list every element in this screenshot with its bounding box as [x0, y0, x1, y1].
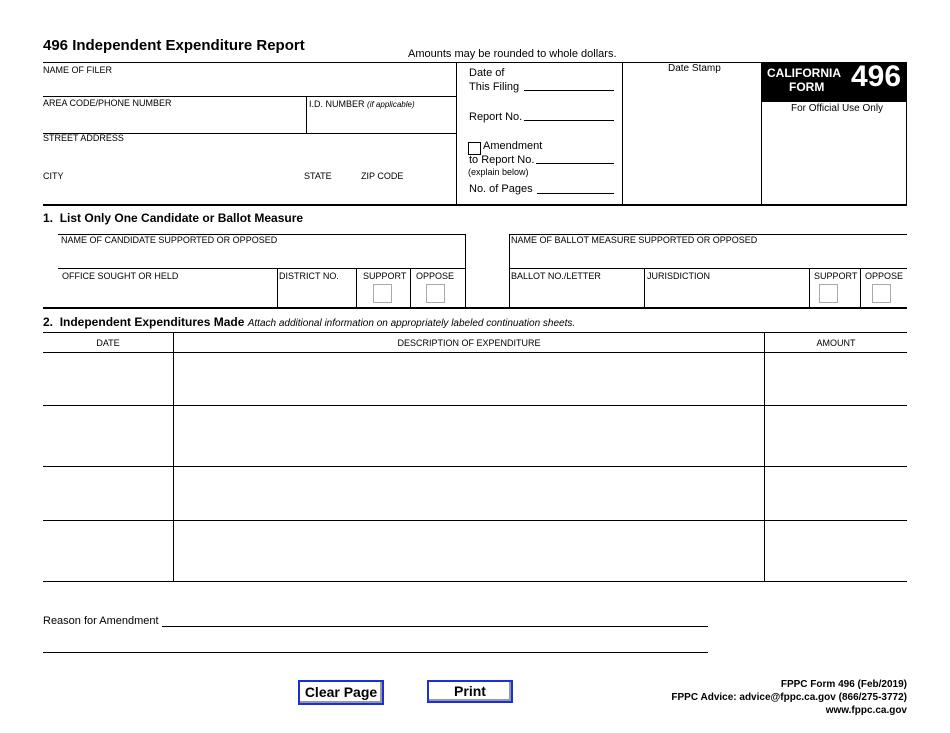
ballot-support-checkbox[interactable]: [819, 284, 838, 303]
official-use-label: For Official Use Only: [791, 103, 884, 114]
table-row-description[interactable]: [175, 467, 763, 519]
ballot-oppose-label: OPPOSE: [865, 271, 904, 281]
date-of-filing-label-2: This Filing: [469, 81, 520, 93]
amount-column-header: AMOUNT: [816, 338, 856, 348]
table-row-date[interactable]: [44, 467, 172, 519]
divider: [809, 268, 810, 307]
city-label: CITY: [43, 171, 64, 181]
date-stamp-label: Date Stamp: [668, 63, 721, 74]
jurisdiction-label: JURISDICTION: [647, 271, 710, 281]
to-report-label: to Report No.: [469, 154, 535, 166]
table-row-amount[interactable]: [766, 353, 906, 404]
table-bottom-border: [43, 581, 907, 582]
section-2-title: 2. Independent Expenditures Made Attach additional information on appropriately labeled continuation sheets.: [43, 315, 576, 329]
phone-field[interactable]: [43, 110, 305, 132]
description-column-header: DESCRIPTION OF EXPENDITURE: [397, 338, 541, 348]
table-row-description[interactable]: [175, 406, 763, 465]
date-of-filing-label-1: Date of: [469, 67, 505, 79]
divider: [173, 332, 174, 582]
rounding-note: Amounts may be rounded to whole dollars.: [408, 48, 617, 60]
street-address-field[interactable]: [43, 145, 455, 167]
no-of-pages-label: No. of Pages: [469, 183, 533, 195]
explain-label: (explain below): [468, 167, 529, 177]
candidate-support-label: SUPPORT: [363, 271, 407, 281]
table-row-date[interactable]: [44, 521, 172, 580]
page-title: 496 Independent Expenditure Report: [43, 37, 305, 54]
header-bottom-border: [43, 204, 907, 206]
form-badge: [762, 62, 907, 102]
fppc-advice: FPPC Advice: advice@fppc.ca.gov (866/275-3772): [671, 692, 907, 703]
fppc-website: www.fppc.ca.gov: [825, 705, 907, 716]
ballot-measure-field[interactable]: [511, 246, 905, 266]
clear-page-button[interactable]: Clear Page: [298, 680, 384, 705]
divider: [277, 268, 278, 307]
street-address-label: STREET ADDRESS: [43, 133, 124, 143]
reason-for-amendment-field[interactable]: [162, 626, 708, 627]
reason-for-amendment-label: Reason for Amendment: [43, 615, 159, 627]
divider: [644, 268, 645, 307]
id-number-label: I.D. NUMBER (if applicable): [309, 99, 415, 109]
divider: [509, 268, 907, 269]
divider: [860, 268, 861, 307]
reason-for-amendment-field-line-2[interactable]: [43, 652, 708, 653]
print-button[interactable]: Print: [427, 680, 513, 703]
ballot-measure-label: NAME OF BALLOT MEASURE SUPPORTED OR OPPOSED: [511, 235, 758, 245]
date-column-header: DATE: [96, 338, 120, 348]
divider: [410, 268, 411, 307]
divider: [764, 332, 765, 582]
district-no-label: DISTRICT NO.: [279, 271, 339, 281]
table-row-date[interactable]: [44, 353, 172, 404]
candidate-oppose-checkbox[interactable]: [426, 284, 445, 303]
divider: [356, 268, 357, 307]
section-1-bottom-border: [43, 307, 907, 309]
divider: [509, 234, 510, 307]
divider: [58, 268, 466, 269]
table-row-amount[interactable]: [766, 406, 906, 465]
candidate-name-label: NAME OF CANDIDATE SUPPORTED OR OPPOSED: [61, 235, 278, 245]
no-of-pages-field[interactable]: [537, 193, 614, 194]
table-row-date[interactable]: [44, 406, 172, 465]
candidate-name-field[interactable]: [60, 246, 464, 266]
divider: [622, 62, 623, 205]
ballot-oppose-checkbox[interactable]: [872, 284, 891, 303]
report-no-label: Report No.: [469, 111, 523, 123]
ballot-no-label: BALLOT NO./LETTER: [511, 271, 601, 281]
table-row-amount[interactable]: [766, 467, 906, 519]
divider: [465, 234, 466, 307]
state-label: STATE: [304, 171, 332, 181]
candidate-support-checkbox[interactable]: [373, 284, 392, 303]
zip-label: ZIP CODE: [361, 171, 404, 181]
form-label: FORM: [789, 80, 825, 94]
ballot-support-label: SUPPORT: [814, 271, 858, 281]
section-1-title: 1. List Only One Candidate or Ballot Measure: [43, 211, 304, 225]
table-row-description[interactable]: [175, 353, 763, 404]
amendment-report-field[interactable]: [536, 163, 614, 164]
phone-label: AREA CODE/PHONE NUMBER: [43, 98, 172, 108]
id-number-field[interactable]: [308, 110, 455, 132]
candidate-oppose-label: OPPOSE: [416, 271, 455, 281]
amendment-label: Amendment: [483, 140, 543, 152]
table-row-amount[interactable]: [766, 521, 906, 580]
form-number: 496: [851, 60, 902, 93]
divider: [43, 96, 456, 97]
office-sought-label: OFFICE SOUGHT OR HELD: [62, 271, 179, 281]
city-state-zip-field[interactable]: [43, 182, 455, 202]
form-version: FPPC Form 496 (Feb/2019): [780, 679, 907, 690]
divider: [456, 62, 457, 205]
divider: [306, 96, 307, 133]
name-of-filer-field[interactable]: [43, 76, 455, 96]
date-of-filing-field[interactable]: [524, 90, 614, 91]
california-label: CALIFORNIA: [767, 66, 841, 80]
table-row-description[interactable]: [175, 521, 763, 580]
name-of-filer-label: NAME OF FILER: [43, 65, 113, 75]
report-no-field[interactable]: [524, 120, 614, 121]
